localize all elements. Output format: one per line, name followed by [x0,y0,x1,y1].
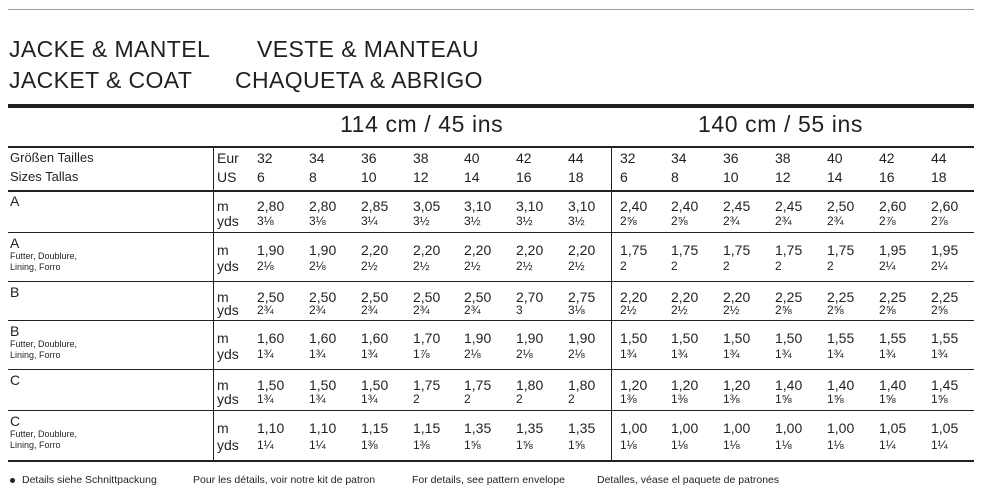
unit-yds: yds [217,258,239,274]
size-us: 8 [671,169,679,185]
row-label: C [10,372,21,388]
size-label-1: Größen Tailles [10,150,94,165]
footer-note-fr: Pour les détails, voir notre kit de patron [193,474,376,486]
yardage-yards: 1⅜ [723,392,740,406]
unit-yds: yds [217,391,239,407]
yardage-yards: 3¼ [361,214,378,228]
yardage-meters: 1,55 [879,330,907,346]
size-row-rule [8,190,974,192]
yardage-yards: 2¾ [257,303,274,317]
title-fr: VESTE & MANTEAU [257,36,479,62]
yardage-meters: 2,20 [723,289,751,305]
yardage-yards: 1⅞ [413,347,430,361]
size-eur: 36 [723,150,739,166]
yardage-yards: 1¾ [931,347,948,361]
header-rule [8,146,974,148]
yardage-meters: 2,20 [464,242,492,258]
yardage-yards: 2¾ [827,214,844,228]
yardage-meters: 1,35 [516,420,544,436]
unit-m: m [217,377,229,393]
width-header-114: 114 cm / 45 ins [340,111,504,137]
row-sublabel: Futter, Doublure, [10,339,78,349]
yardage-meters: 1,00 [723,420,751,436]
size-us: 6 [620,169,628,185]
yardage-meters: 1,50 [361,377,389,393]
yardage-yards: 2⅝ [775,303,792,317]
size-eur: 34 [309,150,325,166]
yardage-yards: 2¾ [775,214,792,228]
yardage-meters: 1,00 [620,420,648,436]
row-label: A [10,193,20,209]
unit-yds: yds [217,302,239,318]
row-label: B [10,323,20,339]
yardage-meters: 1,50 [620,330,648,346]
yardage-yards: 2⅛ [516,347,533,361]
yardage-meters: 1,05 [931,420,959,436]
size-us: 12 [775,169,791,185]
yardage-meters: 2,25 [879,289,907,305]
yardage-meters: 1,45 [931,377,959,393]
yardage-meters: 1,90 [309,242,337,258]
yardage-meters: 1,75 [775,242,803,258]
yardage-meters: 2,50 [361,289,389,305]
yardage-meters: 1,50 [775,330,803,346]
yardage-meters: 1,80 [568,377,596,393]
bullet-icon [10,478,15,483]
row-sublabel: Futter, Doublure, [10,251,78,261]
yardage-yards: 2⅝ [827,303,844,317]
yardage-meters: 2,20 [620,289,648,305]
yardage-yards: 1⅛ [775,438,792,452]
size-eur: 44 [931,150,947,166]
yardage-yards: 2¾ [464,303,481,317]
yardage-yards: 3½ [464,214,481,228]
yardage-yards: 3⅛ [309,214,326,228]
yardage-yards: 2 [827,259,834,273]
size-us: 10 [361,169,377,185]
yardage-yards: 2⅞ [931,214,948,228]
row-rule [8,281,974,282]
yardage-yards: 2½ [568,259,585,273]
yardage-meters: 1,00 [775,420,803,436]
yardage-yards: 1⅛ [723,438,740,452]
yardage-meters: 2,20 [413,242,441,258]
yardage-yards: 2⅝ [931,303,948,317]
yardage-meters: 1,55 [931,330,959,346]
row-rule [8,232,974,233]
yardage-yards: 3½ [568,214,585,228]
eur-label: Eur [217,150,239,166]
unit-m: m [217,289,229,305]
yardage-meters: 2,50 [827,198,855,214]
yardage-meters: 1,60 [257,330,285,346]
yardage-meters: 1,75 [413,377,441,393]
yardage-meters: 2,40 [671,198,699,214]
yardage-yards: 2 [723,259,730,273]
yardage-meters: 1,50 [723,330,751,346]
yardage-yards: 2¾ [361,303,378,317]
yardage-yards: 2½ [671,303,688,317]
yardage-meters: 1,75 [827,242,855,258]
row-sublabel: Lining, Forro [10,440,61,450]
yardage-yards: 2¾ [309,303,326,317]
size-us: 18 [568,169,584,185]
yardage-yards: 2½ [413,259,430,273]
yardage-meters: 2,20 [671,289,699,305]
title-en: JACKET & COAT [9,67,193,93]
yardage-meters: 1,60 [361,330,389,346]
yardage-yards: 2 [464,392,471,406]
yardage-yards: 2⅛ [257,259,274,273]
yardage-yards: 1⅜ [361,438,378,452]
yardage-meters: 2,70 [516,289,544,305]
size-eur: 38 [413,150,429,166]
unit-m: m [217,198,229,214]
title-es: CHAQUETA & ABRIGO [235,67,483,93]
yardage-yards: 1¼ [309,438,326,452]
yardage-meters: 1,20 [620,377,648,393]
size-eur: 42 [879,150,895,166]
title-divider [8,104,974,108]
footer-note-de: Details siehe Schnittpackung [10,474,157,486]
yardage-meters: 2,60 [931,198,959,214]
yardage-yards: 2 [516,392,523,406]
yardage-meters: 1,60 [309,330,337,346]
yardage-yards: 2⅝ [671,214,688,228]
yardage-yards: 1¾ [620,347,637,361]
yardage-yards: 1⅛ [827,438,844,452]
yardage-meters: 1,50 [309,377,337,393]
yardage-yards: 3½ [413,214,430,228]
row-sublabel: Lining, Forro [10,350,61,360]
size-us: 14 [464,169,480,185]
footer-note-es: Detalles, véase el paquete de patrones [597,474,780,486]
yardage-meters: 3,10 [464,198,492,214]
yardage-meters: 2,25 [931,289,959,305]
yardage-yards: 1¾ [879,347,896,361]
yardage-meters: 2,40 [620,198,648,214]
yardage-yards: 1⅝ [516,438,533,452]
yardage-yards: 1¾ [827,347,844,361]
yardage-meters: 1,75 [620,242,648,258]
footer-note-en: For details, see pattern envelope [412,474,565,486]
yardage-yards: 2½ [464,259,481,273]
yardage-meters: 2,20 [516,242,544,258]
size-eur: 40 [464,150,480,166]
yardage-meters: 1,55 [827,330,855,346]
yardage-meters: 1,40 [879,377,907,393]
yardage-yards: 2 [413,392,420,406]
yardage-meters: 1,00 [827,420,855,436]
size-eur: 32 [257,150,273,166]
row-rule [8,320,974,321]
label-column-divider [213,146,214,460]
yardage-yards: 1¾ [309,347,326,361]
size-eur: 42 [516,150,532,166]
yardage-meters: 1,10 [257,420,285,436]
size-us: 16 [516,169,532,185]
yardage-meters: 1,90 [568,330,596,346]
title-line-2 [9,67,483,94]
yardage-meters: 1,50 [671,330,699,346]
size-us: 6 [257,169,265,185]
yardage-meters: 2,25 [775,289,803,305]
yardage-yards: 1¾ [361,392,378,406]
yardage-yards: 1¼ [879,438,896,452]
row-label: A [10,235,20,251]
unit-yds: yds [217,346,239,362]
size-us: 16 [879,169,895,185]
yardage-meters: 3,10 [568,198,596,214]
unit-m: m [217,330,229,346]
size-us: 18 [931,169,947,185]
yardage-meters: 1,95 [879,242,907,258]
row-rule [8,460,974,462]
title-de: JACKE & MANTEL [9,36,211,62]
yardage-yards: 2⅛ [568,347,585,361]
yardage-meters: 1,40 [827,377,855,393]
yardage-yards: 3⅛ [257,214,274,228]
yardage-yards: 2⅞ [879,214,896,228]
size-eur: 32 [620,150,636,166]
yardage-yards: 1¾ [361,347,378,361]
yardage-yards: 1⅝ [568,438,585,452]
yardage-meters: 2,25 [827,289,855,305]
yardage-yards: 2¼ [931,259,948,273]
top-rule [8,9,974,10]
size-eur: 38 [775,150,791,166]
yardage-meters: 1,80 [516,377,544,393]
yardage-yards: 1¾ [257,347,274,361]
unit-m: m [217,420,229,436]
yardage-yards: 1¾ [775,347,792,361]
size-eur: 36 [361,150,377,166]
yardage-meters: 1,15 [361,420,389,436]
yardage-yards: 2¾ [723,214,740,228]
yardage-meters: 2,80 [257,198,285,214]
yardage-yards: 1⅝ [931,392,948,406]
yardage-meters: 2,85 [361,198,389,214]
yardage-yards: 2⅛ [309,259,326,273]
size-us: 10 [723,169,739,185]
size-label-2: Sizes Tallas [10,169,79,184]
yardage-yards: 2½ [516,259,533,273]
row-label: B [10,284,20,300]
yardage-yards: 2⅛ [464,347,481,361]
yardage-meters: 1,40 [775,377,803,393]
yardage-yards: 2 [568,392,575,406]
yardage-yards: 2 [671,259,678,273]
unit-m: m [217,242,229,258]
yardage-meters: 1,90 [464,330,492,346]
yardage-yards: 1¼ [257,438,274,452]
yardage-meters: 1,35 [464,420,492,436]
title-line-1 [9,36,479,63]
width-divider [611,146,612,460]
yardage-yards: 1¾ [723,347,740,361]
yardage-meters: 1,75 [723,242,751,258]
yardage-meters: 1,20 [723,377,751,393]
yardage-meters: 1,50 [257,377,285,393]
yardage-yards: 2⅝ [620,214,637,228]
yardage-yards: 2¾ [413,303,430,317]
yardage-meters: 1,75 [671,242,699,258]
yardage-meters: 1,90 [257,242,285,258]
yardage-yards: 2 [620,259,627,273]
yardage-yards: 2½ [361,259,378,273]
size-us: 8 [309,169,317,185]
yardage-meters: 1,05 [879,420,907,436]
yardage-meters: 2,45 [775,198,803,214]
yardage-yards: 1⅜ [413,438,430,452]
yardage-yards: 1¾ [257,392,274,406]
us-label: US [217,169,237,185]
yardage-yards: 3⅛ [568,303,585,317]
yardage-yards: 1⅝ [775,392,792,406]
yardage-yards: 2¼ [879,259,896,273]
yardage-meters: 3,05 [413,198,441,214]
yardage-meters: 2,75 [568,289,596,305]
yardage-meters: 2,20 [568,242,596,258]
yardage-meters: 2,80 [309,198,337,214]
unit-yds: yds [217,437,239,453]
yardage-yards: 1⅝ [827,392,844,406]
yardage-meters: 2,50 [257,289,285,305]
row-label: C [10,413,21,429]
yardage-meters: 2,20 [361,242,389,258]
yardage-meters: 2,50 [309,289,337,305]
yardage-meters: 2,45 [723,198,751,214]
yardage-yards: 1⅝ [464,438,481,452]
yardage-yards: 1⅜ [620,392,637,406]
yardage-yards: 1⅛ [671,438,688,452]
yardage-meters: 3,10 [516,198,544,214]
yardage-yards: 2½ [620,303,637,317]
row-sublabel: Futter, Doublure, [10,429,78,439]
yardage-meters: 2,60 [879,198,907,214]
size-us: 14 [827,169,843,185]
yardage-meters: 1,75 [464,377,492,393]
size-us: 12 [413,169,429,185]
yardage-yards: 2⅝ [879,303,896,317]
yardage-yards: 1¾ [309,392,326,406]
size-eur: 34 [671,150,687,166]
yardage-yards: 3 [516,303,523,317]
yardage-meters: 1,15 [413,420,441,436]
yardage-meters: 2,50 [464,289,492,305]
row-rule [8,369,974,370]
yardage-meters: 1,00 [671,420,699,436]
row-sublabel: Lining, Forro [10,262,61,272]
yardage-yards: 2½ [723,303,740,317]
row-rule [8,410,974,411]
yardage-yards: 1¼ [931,438,948,452]
yardage-yards: 3½ [516,214,533,228]
yardage-yards: 1⅛ [620,438,637,452]
yardage-yards: 1⅝ [879,392,896,406]
size-eur: 40 [827,150,843,166]
unit-yds: yds [217,213,239,229]
yardage-meters: 1,10 [309,420,337,436]
yardage-meters: 1,35 [568,420,596,436]
yardage-meters: 1,20 [671,377,699,393]
size-eur: 44 [568,150,584,166]
yardage-yards: 2 [775,259,782,273]
yardage-meters: 1,95 [931,242,959,258]
yardage-yards: 1⅜ [671,392,688,406]
yardage-meters: 1,90 [516,330,544,346]
yardage-meters: 2,50 [413,289,441,305]
yardage-meters: 1,70 [413,330,441,346]
yardage-yards: 1¾ [671,347,688,361]
width-header-140: 140 cm / 55 ins [698,111,863,137]
